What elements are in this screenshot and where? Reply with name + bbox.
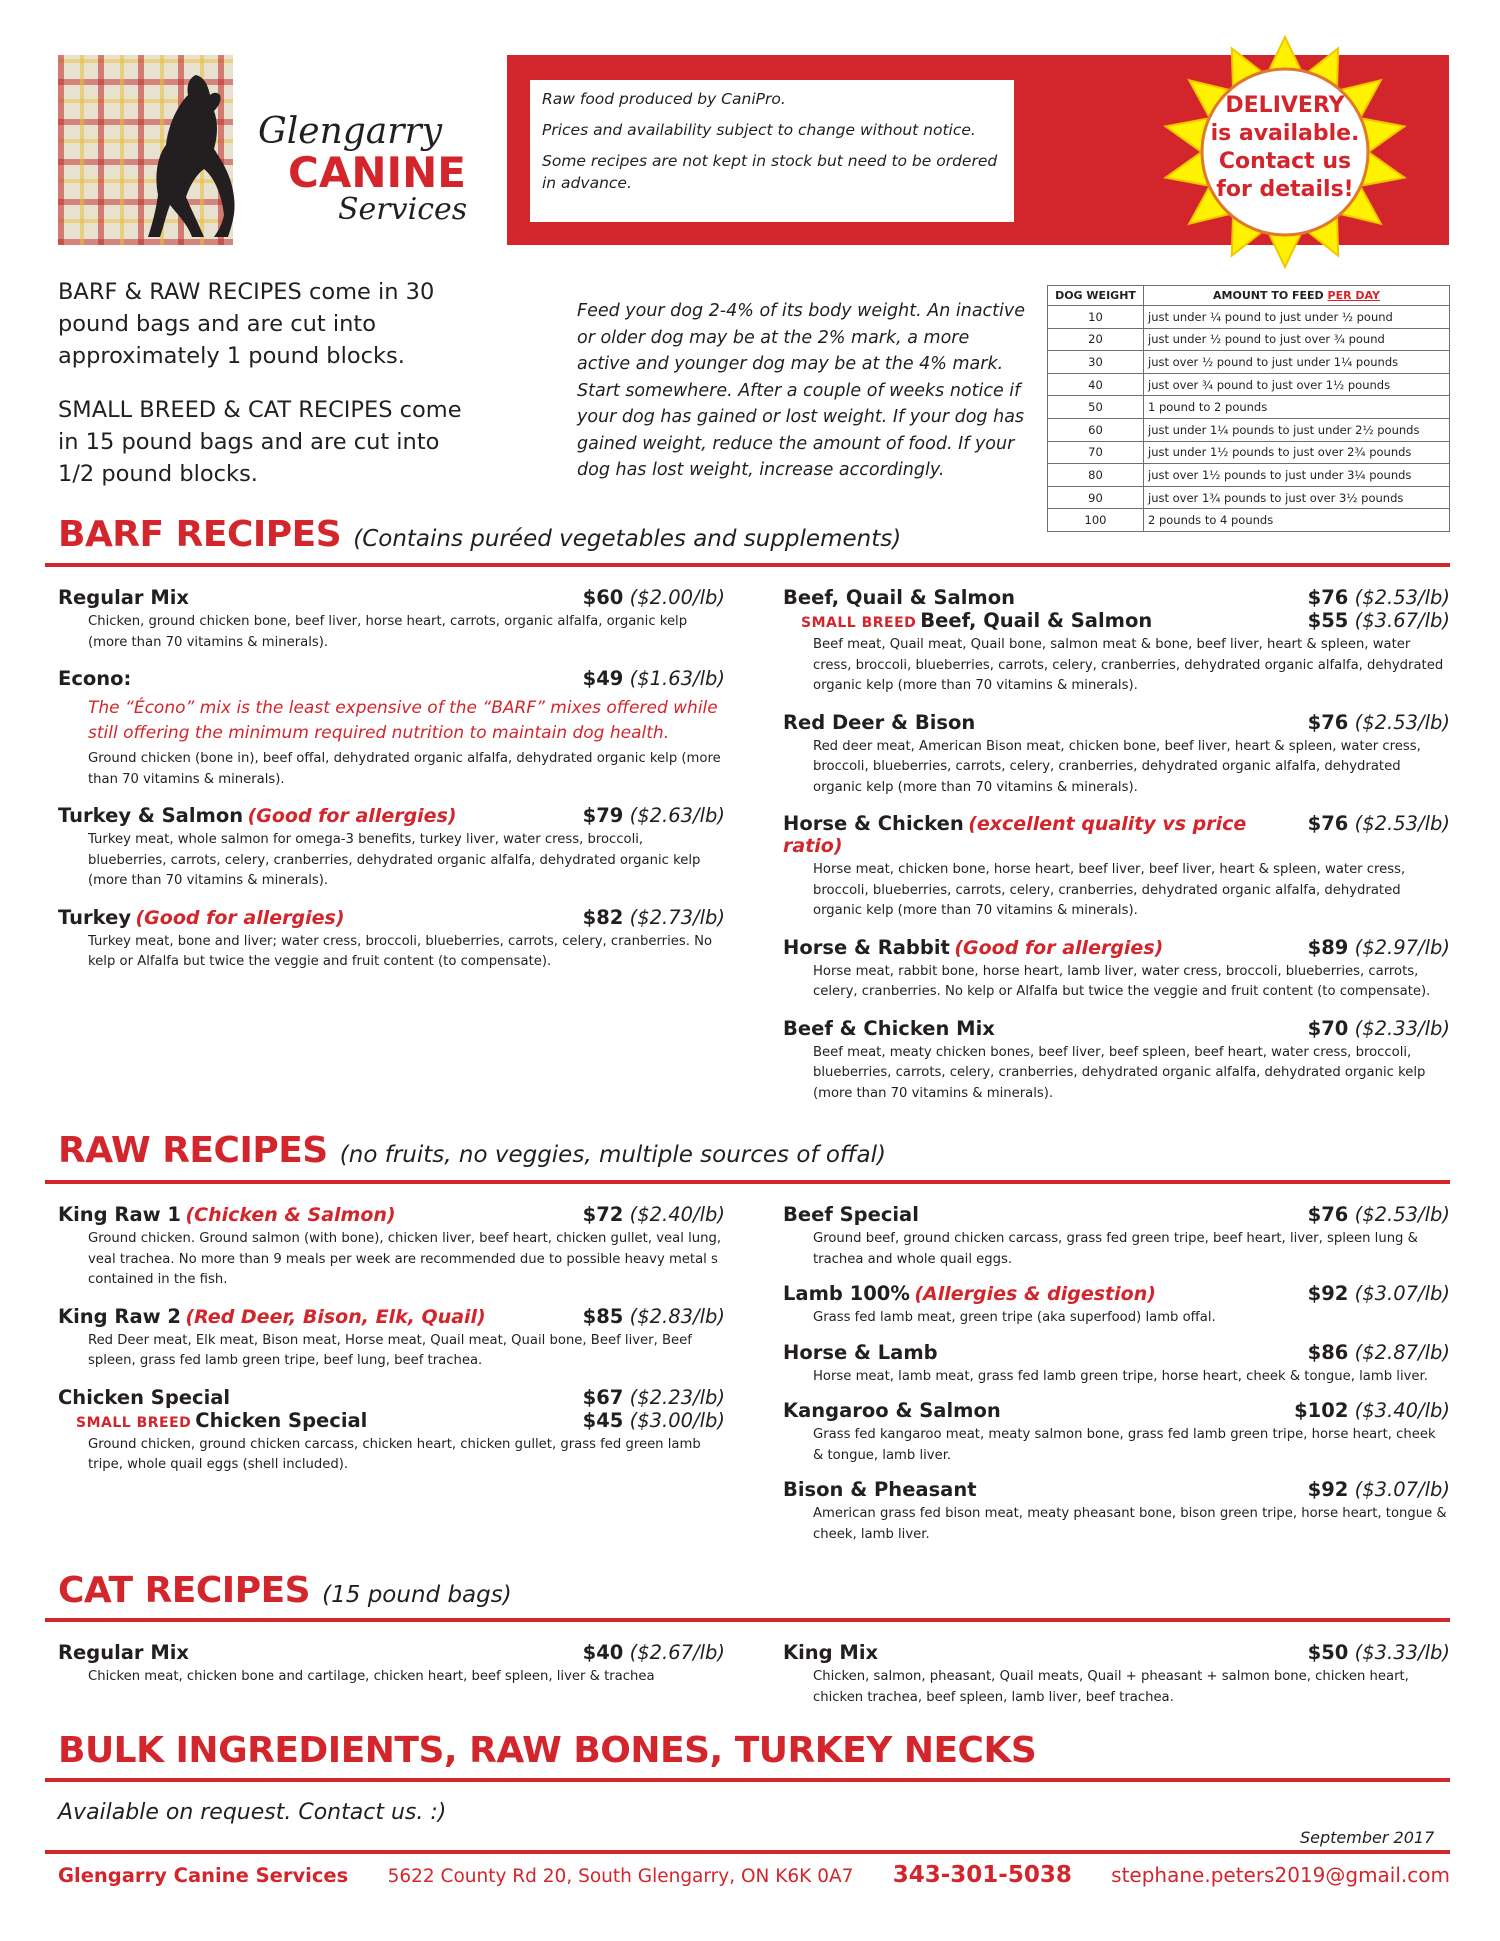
recipe-description: Red Deer meat, Elk meat, Bison meat, Horse meat, Quail meat, Quail bone, Beef liver, Beef spleen, grass fed lamb green tripe, beef lung, beef trachea. <box>88 1332 692 1368</box>
recipe-title <box>783 711 975 734</box>
dog-weight-cell: 20 <box>1048 328 1144 351</box>
feeding-guidance-text: Feed your dog 2-4% of its body weight. An inactive or older dog may be at the 2% mark, a more active and younger dog may be at the 4% mark. Start somewhere. After a couple of weeks notice if your dog has gained or lost weight. If your dog has gained weight, reduce the amount of food. If your dog has lost weight, increase accordingly. <box>577 301 1026 480</box>
table-row <box>1048 418 1450 441</box>
recipe-title <box>783 936 1163 959</box>
delivery-line: is available. <box>1210 121 1360 146</box>
section-subtitle: (Contains puréed vegetables and supplements) <box>353 526 902 552</box>
recipe-item <box>783 1203 1450 1270</box>
recipe-description: Chicken, ground chicken bone, beef liver, horse heart, carrots, organic alfalfa, organic kelp (more than 70 vitamins & minerals). <box>88 614 688 650</box>
recipe-price: $102 ($3.40/lb) <box>1294 1399 1450 1422</box>
recipe-header <box>783 1478 1450 1501</box>
recipe-price: $76 ($2.53/lb) <box>1307 586 1450 609</box>
recipe-title <box>783 812 1308 857</box>
recipe-small-breed-row <box>783 609 1450 632</box>
recipe-item <box>58 667 725 790</box>
recipe-title <box>58 1386 230 1409</box>
dog-weight-cell: 10 <box>1048 306 1144 329</box>
delivery-line: for details! <box>1216 177 1354 202</box>
recipe-item <box>783 936 1450 1003</box>
table-row <box>1048 373 1450 396</box>
amount-cell: just over 1¾ pounds to just over 3½ pounds <box>1144 486 1450 509</box>
recipe-name: Bison & Pheasant <box>783 1478 977 1501</box>
intro-small-breed-text: SMALL BREED & CAT RECIPES come in 15 pound bags and are cut into 1/2 pound blocks. <box>58 397 462 487</box>
section-title-barf: BARF RECIPES (Contains puréed vegetables and supplements) <box>58 514 902 555</box>
recipe-cat-regular-mix <box>58 1641 725 1688</box>
recipe-description: Grass fed lamb meat, green tripe (aka superfood) lamb offal. <box>813 1310 1216 1325</box>
recipe-description: Horse meat, chicken bone, horse heart, beef liver, beef liver, heart & spleen, water cress, broccoli, blueberries, carrots, celery, cranberries, dehydrated organic alfalfa, dehydrated organic kelp (more than 70 vitamins & minerals). <box>813 862 1406 918</box>
footer-divider <box>45 1850 1450 1854</box>
recipe-price: $76 ($2.53/lb) <box>1307 812 1450 835</box>
recipe-description: Chicken meat, chicken bone and cartilage, chicken heart, beef spleen, liver & trachea <box>88 1669 655 1684</box>
table-row <box>1048 509 1450 532</box>
column-header: AMOUNT TO FEED PER DAY <box>1144 286 1450 306</box>
recipe-price: $45 ($3.00/lb) <box>582 1408 725 1432</box>
recipe-description: American grass fed bison meat, meaty pheasant bone, bison green tripe, horse heart, tongue & cheek, lamb liver. <box>813 1506 1447 1542</box>
section-divider <box>45 1778 1450 1782</box>
recipe-header <box>783 1282 1450 1305</box>
recipe-header <box>58 804 725 827</box>
recipe-title <box>58 804 457 827</box>
recipe-item <box>58 906 725 973</box>
delivery-line: Contact us <box>1218 149 1352 174</box>
recipe-description: Beef meat, meaty chicken bones, beef liver, beef spleen, beef heart, water cress, broccoli, blueberries, carrots, celery, cranberries, dehydrated organic alfalfa, dehydrated organic kelp (more than 70 vitamins & minerals). <box>813 1044 1426 1101</box>
recipe-title <box>58 906 345 929</box>
raw-left-column <box>58 1203 725 1476</box>
footer-business-name: Glengarry Canine Services <box>58 1864 349 1887</box>
recipe-title <box>58 1409 367 1432</box>
recipe-title <box>783 1478 977 1501</box>
recipe-price: $92 ($3.07/lb) <box>1307 1478 1450 1501</box>
recipe-tag: (Good for allergies) <box>135 906 345 929</box>
bulk-availability-text: Available on request. Contact us. :) <box>58 1800 447 1825</box>
recipe-name: Kangaroo & Salmon <box>783 1399 1001 1422</box>
recipe-description: Grass fed kangaroo meat, meaty salmon bone, grass fed lamb green tripe, horse heart, cheek & tongue, lamb liver. <box>813 1427 1436 1463</box>
recipe-name: Horse & Chicken <box>783 812 964 835</box>
recipe-description: Ground beef, ground chicken carcass, grass fed green tripe, beef heart, liver, spleen lung & trachea and whole quail eggs. <box>813 1231 1418 1267</box>
dog-weight-cell: 80 <box>1048 464 1144 487</box>
amount-cell: just over ½ pound to just under 1¼ pounds <box>1144 351 1450 374</box>
recipe-title <box>58 1203 396 1226</box>
amount-cell: just under ½ pound to just over ¾ pound <box>1144 328 1450 351</box>
recipe-item <box>783 1399 1450 1466</box>
recipe-price: $67 ($2.23/lb) <box>582 1385 725 1409</box>
recipe-name: Regular Mix <box>58 1641 189 1664</box>
recipe-item <box>58 586 725 653</box>
recipe-item <box>783 711 1450 799</box>
recipe-name: Chicken Special <box>58 1385 231 1409</box>
recipe-item <box>783 1017 1450 1105</box>
table-row <box>1048 486 1450 509</box>
recipe-description: Ground chicken. Ground salmon (with bone), chicken liver, beef heart, chicken gullet, veal lung, veal trachea. No more than 9 meals per week are recommended due to possible heavy metal s contained in the fish. <box>88 1231 722 1287</box>
delivery-line: DELIVERY <box>1225 93 1345 118</box>
amount-cell: just under 1¼ pounds to just under 2½ pounds <box>1144 418 1450 441</box>
notice-line: Some recipes are not kept in stock but need to be ordered in advance. <box>542 152 998 192</box>
recipe-price: $79 ($2.63/lb) <box>582 804 725 827</box>
table-header-row <box>1048 286 1450 306</box>
recipe-header <box>58 667 725 690</box>
table-row <box>1048 396 1450 419</box>
recipe-header <box>783 1203 1450 1226</box>
recipe-name: Beef Special <box>783 1203 919 1226</box>
recipe-header <box>58 586 725 609</box>
footer-phone[interactable]: 343-301-5038 <box>892 1862 1072 1888</box>
footer <box>58 1862 1450 1888</box>
recipe-name: Red Deer & Bison <box>783 710 976 734</box>
recipe-price: $86 ($2.87/lb) <box>1307 1340 1450 1364</box>
recipe-item <box>783 1478 1450 1545</box>
section-divider <box>45 563 1450 567</box>
per-day-label: PER DAY <box>1327 289 1380 302</box>
table-row <box>1048 464 1450 487</box>
recipe-header <box>783 711 1450 734</box>
table-row <box>1048 306 1450 329</box>
recipe-price: $40 ($2.67/lb) <box>582 1641 725 1664</box>
recipe-price: $76 ($2.53/lb) <box>1307 710 1450 734</box>
recipe-description: Turkey meat, bone and liver; water cress, broccoli, blueberries, carrots, celery, cranberries. No kelp or Alfalfa but twice the veggie and fruit content (to compensate). <box>88 933 713 969</box>
recipe-header <box>783 1399 1450 1422</box>
section-subtitle: (no fruits, no veggies, multiple sources of offal) <box>339 1142 886 1168</box>
small-breed-label: SMALL BREED <box>76 1414 192 1431</box>
dog-weight-cell: 90 <box>1048 486 1144 509</box>
recipe-price: $82 ($2.73/lb) <box>582 905 725 929</box>
dog-weight-cell: 40 <box>1048 373 1144 396</box>
recipe-name: King Mix <box>783 1641 879 1664</box>
recipe-price: $89 ($2.97/lb) <box>1307 935 1450 959</box>
footer-email-link[interactable]: stephane.peters2019@gmail.com <box>1111 1863 1450 1887</box>
recipe-name: Econo: <box>58 667 132 690</box>
small-breed-label: SMALL BREED <box>801 615 917 631</box>
svg-text:Services: Services <box>338 192 468 225</box>
raw-right-column <box>783 1203 1450 1545</box>
section-title-raw: RAW RECIPES (no fruits, no veggies, multiple sources of offal) <box>58 1130 886 1171</box>
recipe-tag: (Good for allergies) <box>247 805 457 827</box>
recipe-title <box>783 1282 1156 1305</box>
recipe-item <box>783 812 1450 922</box>
recipe-item <box>783 1282 1450 1329</box>
delivery-badge <box>1175 92 1395 204</box>
column-header: DOG WEIGHT <box>1048 286 1144 306</box>
recipe-price: $72 ($2.40/lb) <box>582 1203 725 1226</box>
section-title-bulk: BULK INGREDIENTS, RAW BONES, TURKEY NECKS <box>58 1730 1037 1771</box>
recipe-name: Turkey <box>58 905 132 929</box>
recipe-description: Ground chicken, ground chicken carcass, chicken heart, chicken gullet, grass fed green lamb tripe, whole quail eggs (shell included). <box>88 1436 701 1472</box>
recipe-note: The “Écono” mix is the least expensive of the “BARF” mixes offered while still offering the minimum required nutrition to maintain dog health. <box>88 698 718 743</box>
recipe-item <box>58 1305 725 1372</box>
barf-right-column <box>783 586 1450 1104</box>
recipe-header <box>783 1341 1450 1364</box>
notice-box <box>530 80 1014 222</box>
recipe-title <box>58 667 131 690</box>
recipe-name: Turkey & Salmon <box>58 804 244 827</box>
section-subtitle: (15 pound bags) <box>322 1582 512 1608</box>
recipe-tag: (excellent quality vs price ratio) <box>783 813 1247 857</box>
recipe-title <box>783 1203 919 1226</box>
recipe-name: Regular Mix <box>58 586 189 609</box>
recipe-price: $50 ($3.33/lb) <box>1307 1641 1450 1664</box>
amount-cell: just over 1½ pounds to just under 3¼ pounds <box>1144 464 1450 487</box>
table-row <box>1048 441 1450 464</box>
recipe-price: $60 ($2.00/lb) <box>582 586 725 609</box>
notice-line: Prices and availability subject to change without notice. <box>542 121 976 139</box>
recipe-header <box>58 1305 725 1328</box>
table-row <box>1048 351 1450 374</box>
recipe-title <box>783 586 1015 609</box>
recipe-name: Horse & Lamb <box>783 1340 938 1364</box>
recipe-price: $76 ($2.53/lb) <box>1307 1203 1450 1226</box>
recipe-name: Lamb 100% <box>783 1282 910 1305</box>
intro-barf-text: BARF & RAW RECIPES come in 30 pound bags and are cut into approximately 1 pound blocks. <box>58 279 435 369</box>
recipe-header <box>783 586 1450 609</box>
recipe-name: Beef & Chicken Mix <box>783 1016 995 1040</box>
footer-address: 5622 County Rd 20, South Glengarry, ON K6K 0A7 <box>387 1866 854 1887</box>
recipe-title <box>783 1399 1001 1422</box>
recipe-title <box>58 586 189 609</box>
section-divider <box>45 1618 1450 1622</box>
recipe-description: Beef meat, Quail meat, Quail bone, salmon meat & bone, beef liver, heart & spleen, water cress, broccoli, blueberries, carrots, celery, cranberries, dehydrated organic alfalfa, dehydrated organic kelp (more than 70 vitamins & minerals). <box>813 637 1444 693</box>
amount-cell: 1 pound to 2 pounds <box>1144 396 1450 419</box>
recipe-item <box>58 804 725 892</box>
recipe-item <box>783 1341 1450 1388</box>
recipe-price: $55 ($3.67/lb) <box>1307 609 1450 632</box>
amount-cell: just under ¼ pound to just under ½ pound <box>1144 306 1450 329</box>
recipe-price: $92 ($3.07/lb) <box>1307 1282 1450 1305</box>
recipe-description: Horse meat, lamb meat, grass fed lamb green tripe, horse heart, cheek & tongue, lamb liver. <box>813 1368 1428 1384</box>
recipe-name: King Raw 1 <box>58 1203 181 1226</box>
dog-weight-cell: 100 <box>1048 509 1144 532</box>
notice-line: Raw food produced by CaniPro. <box>542 90 786 108</box>
recipe-description: Turkey meat, whole salmon for omega-3 benefits, turkey liver, water cress, broccoli, blueberries, carrots, celery, cranberries, dehydrated organic alfalfa, dehydrated organic kelp (more than 70 vitamins & minerals). <box>88 832 701 888</box>
table-row <box>1048 328 1450 351</box>
amount-cell: 2 pounds to 4 pounds <box>1144 509 1450 532</box>
recipe-small-breed-row <box>58 1409 725 1432</box>
date-label: September 2017 <box>1300 1828 1435 1847</box>
dog-weight-cell: 50 <box>1048 396 1144 419</box>
recipe-header <box>58 1386 725 1409</box>
section-title-cat: CAT RECIPES (15 pound bags) <box>58 1570 512 1611</box>
recipe-description: Horse meat, rabbit bone, horse heart, lamb liver, water cress, broccoli, blueberries, carrots, celery, cranberries. No kelp or Alfalfa but twice the veggie and fruit content (to compensate). <box>813 963 1431 999</box>
recipe-item <box>58 1203 725 1291</box>
recipe-description: Red deer meat, American Bison meat, chicken bone, beef liver, heart & spleen, water cress, broccoli, blueberries, carrots, celery, cranberries, dehydrated organic alfalfa, dehydrated organic kelp (more than 70 vitamins & minerals). <box>813 738 1421 795</box>
svg-text:Glengarry: Glengarry <box>258 111 443 152</box>
recipe-cat-king-mix <box>783 1641 1450 1708</box>
dog-weight-cell: 60 <box>1048 418 1144 441</box>
logo-wordmark <box>238 95 498 225</box>
recipe-description: Chicken, salmon, pheasant, Quail meats, Quail + pheasant + salmon bone, chicken heart, chicken trachea, beef spleen, lamb liver, beef trachea. <box>813 1669 1409 1705</box>
recipe-price: $49 ($1.63/lb) <box>582 667 725 690</box>
recipe-title <box>783 1017 995 1040</box>
dog-weight-cell: 30 <box>1048 351 1144 374</box>
barf-left-column <box>58 586 725 973</box>
recipe-title <box>783 1341 938 1364</box>
recipe-header <box>783 812 1450 857</box>
recipe-name: Beef, Quail & Salmon <box>783 586 1015 609</box>
recipe-header <box>58 906 725 929</box>
recipe-name: Beef, Quail & Salmon <box>920 609 1153 632</box>
recipe-description: Ground chicken (bone in), beef offal, dehydrated organic alfalfa, dehydrated organic kelp (more than 70 vitamins & minerals). <box>88 751 721 787</box>
recipe-tag: (Chicken & Salmon) <box>185 1204 396 1226</box>
recipe-name: Horse & Rabbit <box>783 935 950 959</box>
recipe-title <box>783 609 1152 632</box>
feeding-table <box>1047 285 1450 532</box>
recipe-item <box>58 1386 725 1476</box>
recipe-header <box>783 936 1450 959</box>
section-divider <box>45 1180 1450 1184</box>
recipe-header <box>783 1017 1450 1040</box>
recipe-name: Chicken Special <box>195 1408 368 1432</box>
recipe-name: King Raw 2 <box>58 1304 181 1328</box>
recipe-tag: (Good for allergies) <box>954 936 1164 959</box>
recipe-item <box>783 586 1450 697</box>
recipe-header <box>58 1203 725 1226</box>
logo <box>58 55 498 245</box>
amount-cell: just under 1½ pounds to just over 2¾ pounds <box>1144 441 1450 464</box>
amount-cell: just over ¾ pound to just over 1½ pounds <box>1144 373 1450 396</box>
recipe-tag: (Red Deer, Bison, Elk, Quail) <box>185 1305 486 1328</box>
svg-text:CANINE: CANINE <box>288 148 466 197</box>
recipe-price: $85 ($2.83/lb) <box>582 1304 725 1328</box>
recipe-title <box>58 1305 486 1328</box>
recipe-price: $70 ($2.33/lb) <box>1307 1016 1450 1040</box>
recipe-tag: (Allergies & digestion) <box>914 1283 1156 1305</box>
dog-weight-cell: 70 <box>1048 441 1144 464</box>
